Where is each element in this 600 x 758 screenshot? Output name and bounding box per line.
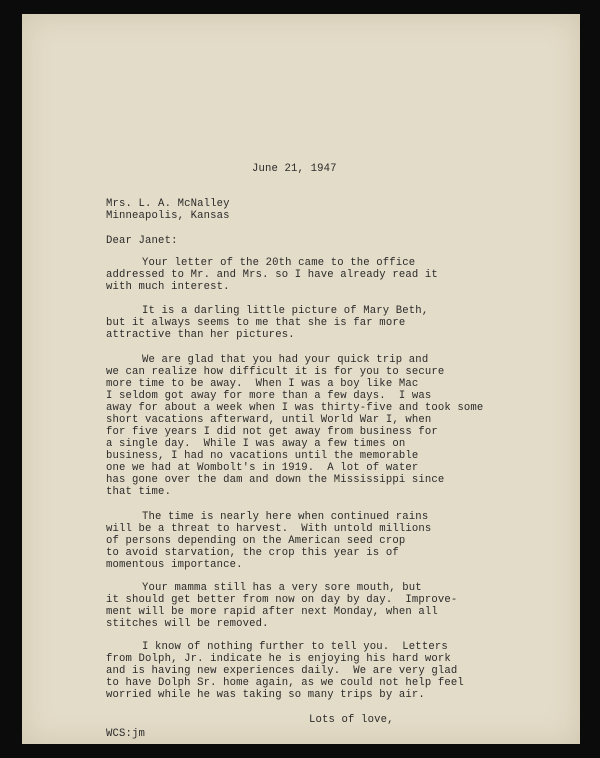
paragraph-2-line: but it always seems to me that she is far more xyxy=(106,317,406,329)
paragraph-2-line: It is a darling little picture of Mary Beth, xyxy=(142,305,429,317)
paragraph-3-line: has gone over the dam and down the Mississippi since xyxy=(106,474,445,486)
paragraph-6-line: I know of nothing further to tell you. Letters xyxy=(142,641,448,653)
paragraph-3-line: that time. xyxy=(106,486,172,498)
reference-initials: WCS:jm xyxy=(106,728,146,740)
letter-date: June 21, 1947 xyxy=(252,163,337,175)
paragraph-1-line: addressed to Mr. and Mrs. so I have already read it xyxy=(106,269,438,281)
paragraph-3-line: a single day. While I was away a few times on xyxy=(106,438,406,450)
salutation: Dear Janet: xyxy=(106,235,178,247)
paragraph-6-line: to have Dolph Sr. home again, as we could not help feel xyxy=(106,677,464,689)
paragraph-4-line: will be a threat to harvest. With untold millions xyxy=(106,523,432,535)
paragraph-4-line: to avoid starvation, the crop this year is of xyxy=(106,547,399,559)
closing: Lots of love, xyxy=(309,714,394,726)
paragraph-4-line: The time is nearly here when continued rains xyxy=(142,511,429,523)
paragraph-4-line: of persons depending on the American seed crop xyxy=(106,535,406,547)
recipient-city: Minneapolis, Kansas xyxy=(106,210,230,222)
paragraph-5-line: ment will be more rapid after next Monday, when all xyxy=(106,606,438,618)
letter-page xyxy=(22,14,580,744)
paragraph-2-line: attractive than her pictures. xyxy=(106,329,295,341)
paragraph-6-line: worried while he was taking so many trips by air. xyxy=(106,689,425,701)
paragraph-6-line: and is having new experiences daily. We are very glad xyxy=(106,665,458,677)
paragraph-3-line: away for about a week when I was thirty-five and took some xyxy=(106,402,484,414)
paragraph-5-line: stitches will be removed. xyxy=(106,618,269,630)
paragraph-1-line: with much interest. xyxy=(106,281,230,293)
paragraph-3-line: we can realize how difficult it is for you to secure xyxy=(106,366,445,378)
paragraph-3-line: one we had at Wombolt's in 1919. A lot of water xyxy=(106,462,419,474)
paragraph-3-line: for five years I did not get away from business for xyxy=(106,426,438,438)
paragraph-5-line: it should get better from now on day by day. Improve- xyxy=(106,594,458,606)
paragraph-3-line: We are glad that you had your quick trip and xyxy=(142,354,429,366)
paragraph-3-line: business, I had no vacations until the memorable xyxy=(106,450,419,462)
paragraph-3-line: more time to be away. When I was a boy like Mac xyxy=(106,378,419,390)
paragraph-1-line: Your letter of the 20th came to the office xyxy=(142,257,416,269)
paragraph-3-line: I seldom got away for more than a few days. I was xyxy=(106,390,432,402)
paragraph-3-line: short vacations afterward, until World War I, when xyxy=(106,414,432,426)
recipient-name: Mrs. L. A. McNalley xyxy=(106,198,230,210)
paragraph-4-line: momentous importance. xyxy=(106,559,243,571)
paragraph-6-line: from Dolph, Jr. indicate he is enjoying his hard work xyxy=(106,653,451,665)
paragraph-5-line: Your mamma still has a very sore mouth, but xyxy=(142,582,422,594)
